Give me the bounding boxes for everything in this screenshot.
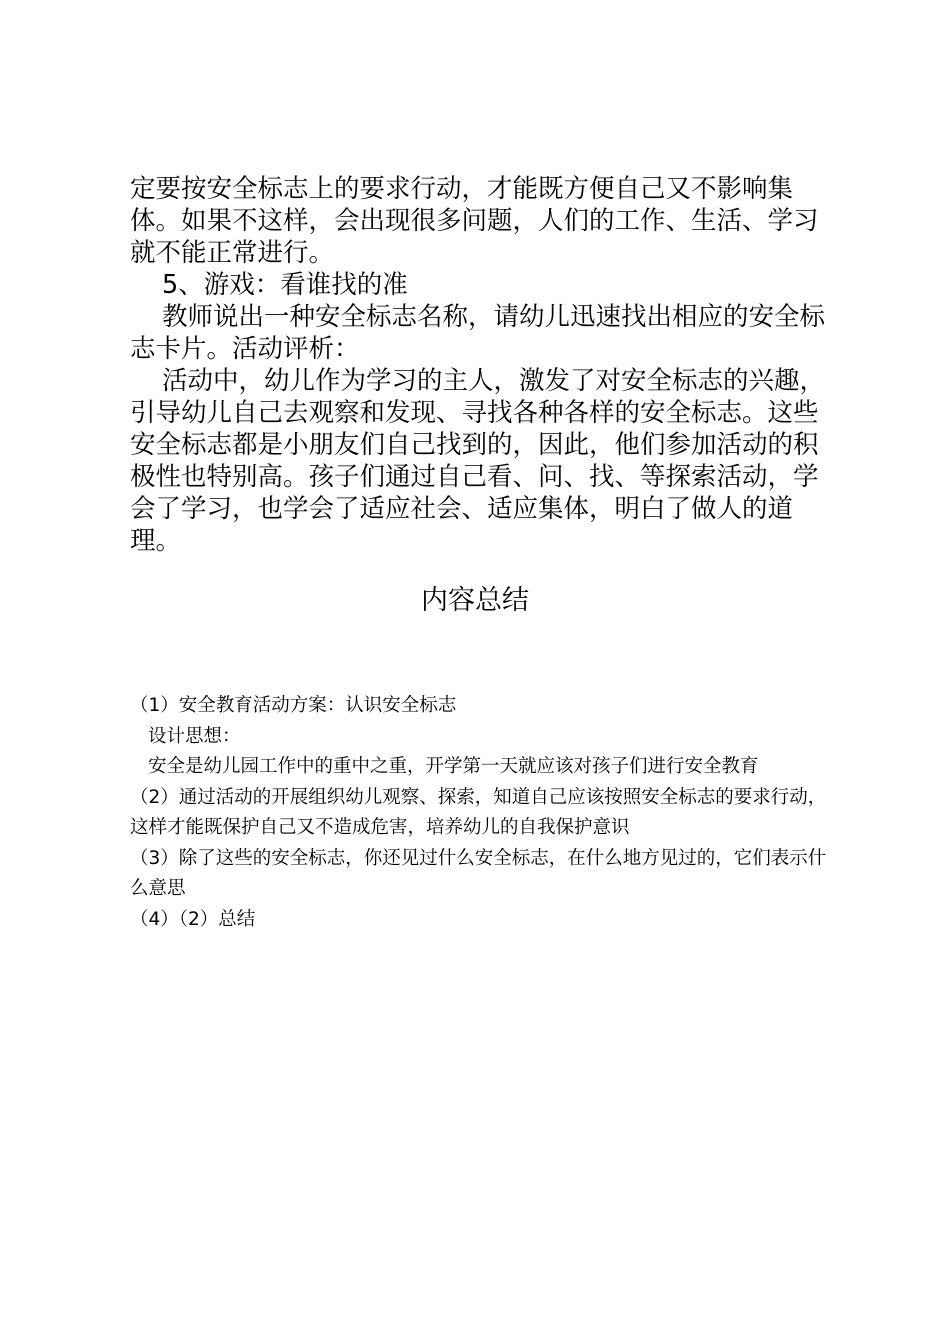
summary-list bbox=[130, 691, 830, 935]
summary-item: 设计思想： bbox=[148, 725, 241, 747]
paragraph-activity-review: 活动中，幼儿作为学习的主人，激发了对安全标志的兴趣，引导幼儿自己去观察和发现、寻找各种各样的安全标志。这些安全标志都是小朋友们自己找到的，因此，他们参加活动的积极性也特别高。孩子们通过自己看、问、找、等探索活动，学会了学习，也学会了适应社会、适应集体，明白了做人的道理。 bbox=[130, 366, 826, 556]
summary-item: （2）通过活动的开展组织幼儿观察、探索，知道自己应该按照安全标志的要求行动，这样才能既保护自己又不造成危害，培养幼儿的自我保护意识 bbox=[130, 786, 827, 838]
summary-item: （4）（2）总结 bbox=[130, 908, 256, 930]
main-body bbox=[130, 173, 830, 557]
summary-item: （1）安全教育活动方案：认识安全标志 bbox=[130, 695, 457, 716]
summary-item: （3）除了这些的安全标志，你还见过什么安全标志，在什么地方见过的，它们表示什么意思 bbox=[130, 847, 827, 899]
summary-title: 内容总结 bbox=[421, 585, 529, 616]
section-heading-game: 5、游戏：看谁找的准 bbox=[162, 270, 408, 300]
summary-item: 安全是幼儿园工作中的重中之重，开学第一天就应该对孩子们进行安全教育 bbox=[148, 756, 759, 777]
paragraph-game-description: 教师说出一种安全标志名称，请幼儿迅速找出相应的安全标志卡片。活动评析： bbox=[130, 302, 826, 364]
paragraph-continuation: 定要按安全标志上的要求行动，才能既方便自己又不影响集体。如果不这样，会出现很多问题，人们的工作、生活、学习就不能正常进行。 bbox=[130, 174, 819, 268]
